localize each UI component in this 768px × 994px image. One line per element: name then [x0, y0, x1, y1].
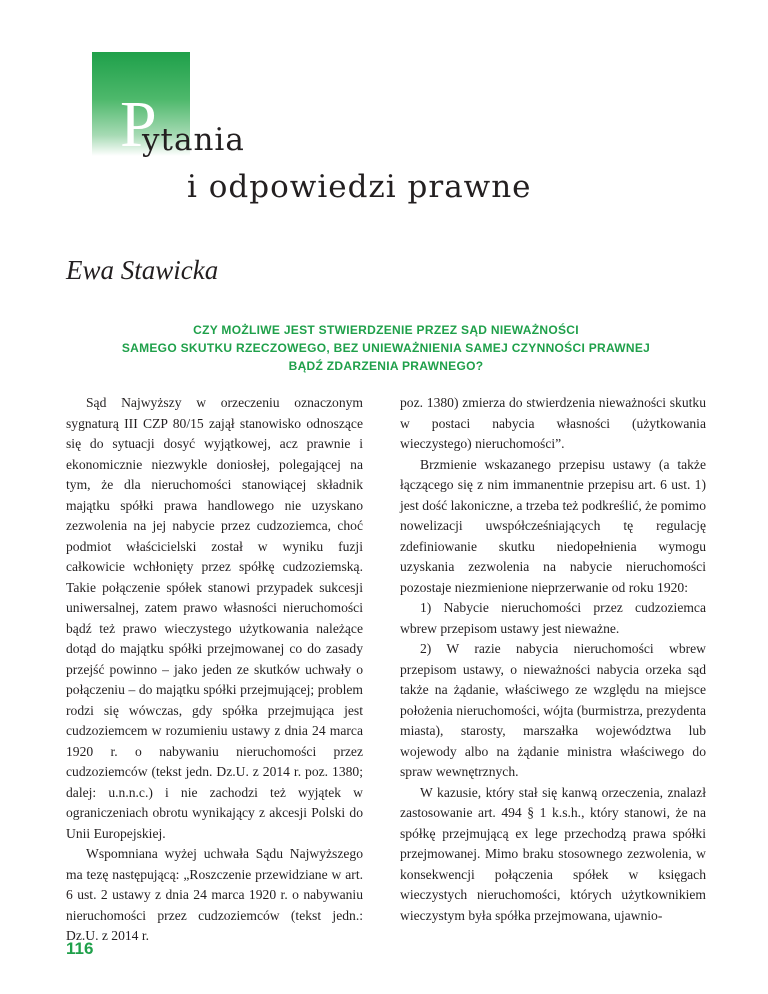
question-line: SAMEGO SKUTKU RZECZOWEGO, BEZ UNIEWAŻNIENIA SAMEJ CZYNNOŚCI PRAWNEJ: [121, 341, 651, 355]
title-dropcap: P: [120, 88, 157, 161]
question-heading: [66, 321, 706, 375]
body-list-item: 1) Nabycie nieruchomości przez cudzoziemca wbrew przepisom ustawy jest nieważne.: [400, 600, 706, 636]
body-paragraph: Sąd Najwyższy w orzeczeniu oznaczonym sygnaturą III CZP 80/15 zajął stanowisko odnoszące się do sytuacji dosyć wyjątkowej, acz prawnie i ekonomicznie niezwykle doniosłej, polegającej na tym, że dla nieruchomości stanowiącej składnik majątku spółki prawa handlowego nie uzyskano zezwolenia na jej nabycie przez cudzoziemca, choć podmiot właścicielski został w wyniku fuzji całkowicie wchłonięty przez spółkę cudzoziemską. Takie połączenie spółek stanowi przypadek sukcesji uniwersalnej, zatem prawo własności nieruchomości bądź też prawo wieczystego użytkowania należące dotąd do majątku spółki przejmowanej co do zasady przejść powinno – jako jeden ze skutków uchwały o połączeniu – do majątku spółki przejmującej; problem rodzi się wówczas, gdy spółka przejmująca jest cudzoziemcem w rozumieniu ustawy z dnia 24 marca 1920 r. o nabywaniu nieruchomości przez cudzoziemców (tekst jedn. Dz.U. z 2014 r. poz. 1380; dalej: u.n.n.c.) i nie zachodzi też wyjątek w ograniczeniach obrotu wynikający z akcesji Polski do Unii Europejskiej.: [66, 395, 363, 841]
author-name: Ewa Stawicka: [66, 255, 219, 285]
body-list-item: 2) W razie nabycia nieruchomości wbrew przepisom ustawy, o nieważności nabycia orzeka sąd także na żądanie, właściwego ze względu na miejsce położenia nieruchomości, wójta (burmistrza, prezydenta miasta), starosty, marszałka województwa lub wojewody albo na żądanie ministra właściwego do spraw wewnętrznych.: [400, 641, 706, 779]
title-line-2: i odpowiedzi prawne: [187, 169, 532, 205]
question-line: CZY MOŻLIWE JEST STWIERDZENIE PRZEZ SĄD NIEWAŻNOŚCI: [193, 323, 579, 337]
body-paragraph: Wspomniana wyżej uchwała Sądu Najwyższego ma tezę następującą: „Roszczenie przewidziane w art. 6 ust. 2 ustawy z dnia 24 marca 1920 r. o nabywaniu nieruchomości przez cudzoziemców (tekst jedn.: Dz.U. z 2014 r.: [66, 846, 363, 943]
body-column-right: [400, 393, 706, 926]
title-line-1: ytania: [142, 122, 245, 158]
body-paragraph: poz. 1380) zmierza do stwierdzenia nieważności skutku w postaci nabycia własności (użytkowania wieczystego) nieruchomości”.: [400, 395, 706, 451]
question-line: BĄDŹ ZDARZENIA PRAWNEGO?: [288, 359, 484, 373]
body-paragraph: W kazusie, który stał się kanwą orzeczenia, znalazł zastosowanie art. 494 § 1 k.s.h., który stanowi, że na spółkę przejmującą ex lege przechodzą prawa spółki przejmowanej. Mimo braku stosownego zezwolenia, w konsekwencji połączenia spółek w księgach wieczystych nieruchomości, których użytkownikiem wieczystym była spółka przejmowana, ujawnio-: [400, 784, 706, 923]
body-paragraph: Brzmienie wskazanego przepisu ustawy (a także łączącego się z nim immanentnie przepisu art. 6 ust. 1) jest dość lakoniczne, a trzeba też podkreślić, że pomimo nowelizacji uwspółcześniających tę regulację zdefiniowanie skutku niedopełnienia wymogu uzyskania zezwolenia na nabycie nieruchomości pozostaje niezmienione nieprzerwanie od roku 1920:: [400, 456, 706, 595]
page-number: 116: [66, 939, 94, 958]
body-column-left: [66, 393, 363, 947]
